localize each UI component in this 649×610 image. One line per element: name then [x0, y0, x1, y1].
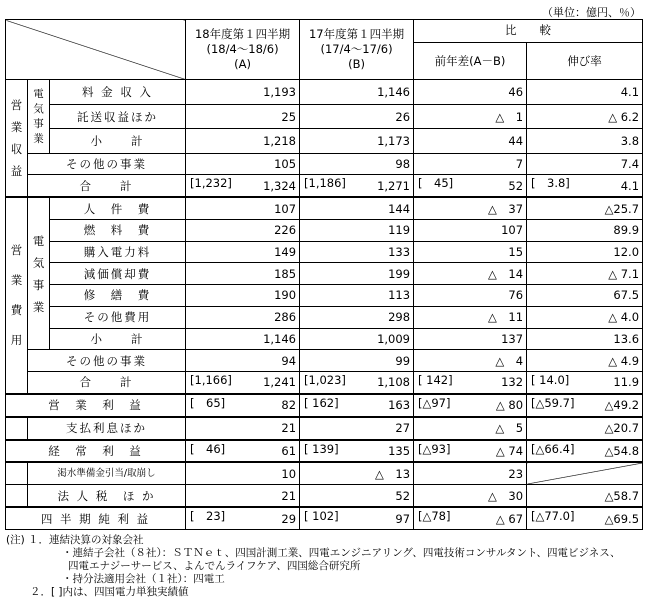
cell-b: 144 [300, 197, 414, 219]
cell-b-value: 97 [395, 511, 411, 526]
cell-diff-value: 132 [501, 375, 524, 390]
cell-rate: △ 4.9 [527, 350, 643, 372]
cell-a: 149 [186, 241, 300, 263]
cell-rate: 67.5 [527, 285, 643, 307]
cell-a: 25 [186, 104, 300, 129]
cat-char: 業 [10, 120, 23, 135]
cell-rate [527, 440, 643, 463]
cat-char: 益 [10, 164, 23, 179]
row-label: 燃 料 費 [50, 220, 186, 242]
cat-char: 収 [10, 142, 23, 157]
row-label: 合 計 [28, 371, 186, 393]
row-label: その他費用 [50, 306, 186, 328]
cell-b-value: 1,108 [377, 375, 411, 390]
table-row [6, 417, 643, 440]
table-row [6, 350, 643, 372]
cell-rate-bracket: [ 14.0] [531, 372, 570, 387]
cell-rate: △58.7 [527, 485, 643, 507]
note-line: ２．[ ]内は、四国電力単独実績値 [30, 586, 189, 598]
cell-a: 107 [186, 197, 300, 219]
indent-cell [6, 485, 28, 507]
cat-spacer [6, 321, 27, 329]
note-line: (注) １．連結決算の対象会社 [6, 534, 144, 546]
header-diagonal-cell [6, 20, 186, 80]
cell-rate [527, 507, 643, 530]
header-compare: 比 較 [414, 20, 643, 43]
category-electric-expenses [28, 197, 50, 349]
table-row [6, 371, 643, 393]
cell-a-bracket: [1,232] [190, 176, 232, 191]
cell-a [186, 394, 300, 417]
cell-rate-value: △49.2 [604, 398, 640, 413]
cell-rate-bracket: [ 3.8] [531, 176, 570, 191]
cell-a-value: 1,241 [263, 375, 297, 390]
cell-rate: 7.4 [527, 153, 643, 175]
cell-a [186, 507, 300, 530]
cell-a [186, 440, 300, 463]
header-row [6, 20, 643, 43]
cell-a: 286 [186, 306, 300, 328]
financial-table [5, 19, 643, 530]
table-row [6, 175, 643, 197]
table-row [6, 197, 643, 219]
cell-diff: △ 14 [414, 263, 527, 285]
row-label: 法 人 税 ほ か [28, 485, 186, 507]
header-rate: 伸び率 [527, 42, 643, 79]
header-col-a-line2: (18/4～18/6) [206, 42, 279, 57]
cell-b-value: 1,271 [377, 178, 411, 193]
cell-diff-bracket: [△78] [418, 509, 451, 523]
cat-char: 事 [33, 117, 44, 130]
cell-diff [414, 440, 527, 463]
cell-b-bracket: [ 102] [304, 509, 339, 523]
cell-rate-bracket: [△66.4] [531, 441, 575, 456]
row-label: 営 業 利 益 [6, 394, 186, 417]
cell-diff: 107 [414, 220, 527, 242]
cell-b: 1,009 [300, 328, 414, 350]
cell-diff: △ 11 [414, 306, 527, 328]
indent-cell [6, 417, 28, 440]
table-row [6, 80, 643, 105]
cell-diff: 15 [414, 241, 527, 263]
cell-b: 133 [300, 241, 414, 263]
cell-diff: 137 [414, 328, 527, 350]
table-row [6, 306, 643, 328]
cell-diff-value: 52 [508, 178, 524, 193]
cell-diff: 76 [414, 285, 527, 307]
indent-cell [6, 462, 28, 484]
category-operating-expenses [6, 197, 28, 393]
cell-b: 26 [300, 104, 414, 129]
cell-rate-bracket: [△59.7] [531, 395, 575, 410]
table-row [6, 241, 643, 263]
row-label: 支払利息ほか [28, 417, 186, 440]
cat-char: 電 [33, 87, 44, 100]
cell-diff-value: △ 80 [495, 398, 524, 413]
cell-b: 98 [300, 153, 414, 175]
header-col-b [300, 20, 414, 80]
cell-b-value: 135 [388, 443, 411, 458]
cell-rate-empty [527, 462, 643, 484]
cell-rate-value: 11.9 [613, 375, 640, 390]
cell-a: 21 [186, 417, 300, 440]
cell-b: 1,146 [300, 80, 414, 105]
cell-b: 52 [300, 485, 414, 507]
table-row [6, 328, 643, 350]
cat-char: 営 [10, 98, 23, 113]
cell-rate [527, 394, 643, 417]
cell-a-value: 82 [281, 398, 297, 413]
cell-diff-bracket: [ 142] [418, 372, 453, 387]
cat-char: 気 [32, 255, 45, 270]
table-row [6, 104, 643, 129]
table-row [6, 485, 643, 507]
category-electric-revenue [28, 80, 50, 154]
cell-a: 94 [186, 350, 300, 372]
cell-diff-value: △ 74 [495, 443, 524, 458]
footnotes [6, 534, 621, 599]
row-label: 小 計 [50, 328, 186, 350]
cell-diff: △ 30 [414, 485, 527, 507]
header-col-a [186, 20, 300, 80]
category-operating-revenue [6, 80, 28, 198]
cell-rate: 12.0 [527, 241, 643, 263]
unit-note: （単位：億円、％） [542, 6, 641, 19]
cell-diff-value: △ 67 [495, 511, 524, 526]
cell-a: 21 [186, 485, 300, 507]
row-label: 料 金 収 入 [50, 80, 186, 105]
cell-diff [414, 394, 527, 417]
table-row [6, 440, 643, 463]
row-label: 経 常 利 益 [6, 440, 186, 463]
cell-rate-value: △69.5 [604, 511, 640, 526]
cell-a: 1,146 [186, 328, 300, 350]
cell-diff: 46 [414, 80, 527, 105]
header-col-b-line2: (17/4～17/6) [320, 42, 393, 57]
cell-diff: △ 1 [414, 104, 527, 129]
cell-a-value: 29 [281, 511, 297, 526]
cell-a: 185 [186, 263, 300, 285]
cell-a-value: 61 [281, 443, 297, 458]
cell-b-bracket: [ 139] [304, 441, 339, 456]
note-line: 四電エナジーサービス、よんでんライフケア、四国総合研究所 [68, 560, 361, 572]
cell-a-value: 1,324 [263, 178, 297, 193]
table-row [6, 462, 643, 484]
cat-spacer [6, 261, 27, 269]
cell-a: 1,218 [186, 129, 300, 154]
table-row [6, 263, 643, 285]
header-col-a-line3: (A) [234, 57, 251, 72]
note-line: ・連結子会社（８社）：ＳＴＮｅｔ、四国計測工業、四電エンジニアリング、四電技術コンサルタント、四電ビジネス、 [62, 547, 621, 559]
cell-a: 190 [186, 285, 300, 307]
row-label: 減価償却費 [50, 263, 186, 285]
cell-rate: 13.6 [527, 328, 643, 350]
header-col-a-line1: 18年度第１四半期 [194, 27, 291, 42]
cell-rate: △ 7.1 [527, 263, 643, 285]
header-col-b-line3: (B) [348, 57, 365, 72]
header-diff: 前年差(A－B) [414, 42, 527, 79]
cell-rate-value: △54.8 [604, 443, 640, 458]
cell-b [300, 507, 414, 530]
cat-char: 業 [33, 132, 44, 145]
cell-a-bracket: [ 23] [190, 509, 226, 523]
cell-b: 119 [300, 220, 414, 242]
cell-b: 199 [300, 263, 414, 285]
cell-b: 99 [300, 350, 414, 372]
cell-rate-bracket: [△77.0] [531, 509, 575, 523]
cat-char: 事 [32, 277, 45, 292]
cat-char: 気 [33, 102, 44, 115]
cell-diff [414, 371, 527, 393]
cell-b [300, 371, 414, 393]
cat-char: 用 [10, 333, 23, 348]
cat-char: 営 [10, 243, 23, 258]
cell-b: 1,173 [300, 129, 414, 154]
cell-diff [414, 507, 527, 530]
cell-rate [527, 371, 643, 393]
cell-diff: △ 37 [414, 197, 527, 219]
row-label: 人 件 費 [50, 197, 186, 219]
row-label: 四 半 期 純 利 益 [6, 507, 186, 530]
cell-diff-bracket: [ 45] [418, 176, 454, 191]
cell-diff: 44 [414, 129, 527, 154]
cell-diff: △ 4 [414, 350, 527, 372]
cat-char: 電 [32, 233, 45, 248]
cell-a: 226 [186, 220, 300, 242]
cell-b-bracket: [ 162] [304, 395, 339, 410]
cell-rate: △ 6.2 [527, 104, 643, 129]
row-label: 託送収益ほか [50, 104, 186, 129]
table-row [6, 129, 643, 154]
cell-a: 10 [186, 462, 300, 484]
cell-b-bracket: [1,023] [304, 372, 346, 387]
cell-b: 27 [300, 417, 414, 440]
cell-diff: △ 5 [414, 417, 527, 440]
cell-rate: 3.8 [527, 129, 643, 154]
cell-a [186, 175, 300, 197]
row-label: 購入電力料 [50, 241, 186, 263]
cell-b [300, 440, 414, 463]
cell-a: 105 [186, 153, 300, 175]
cell-a-bracket: [ 46] [190, 441, 226, 456]
cell-rate: △ 4.0 [527, 306, 643, 328]
cat-char: 業 [10, 273, 23, 288]
row-label: 渇水準備金引当/取崩し [28, 462, 186, 484]
cell-rate [527, 175, 643, 197]
cell-a: 1,193 [186, 80, 300, 105]
row-label: 合 計 [28, 175, 186, 197]
cell-b-bracket: [1,186] [304, 176, 346, 191]
cell-b: 113 [300, 285, 414, 307]
cell-diff: 23 [414, 462, 527, 484]
table-row [6, 394, 643, 417]
row-label: 修 繕 費 [50, 285, 186, 307]
table-row [6, 507, 643, 530]
note-line: ・持分法適用会社（１社）：四電工 [62, 573, 225, 585]
cell-rate-value: 4.1 [620, 178, 640, 193]
row-label: その他の事業 [28, 153, 186, 175]
cell-diff: 7 [414, 153, 527, 175]
table-row [6, 285, 643, 307]
cat-char: 業 [32, 299, 45, 314]
cell-diff [414, 175, 527, 197]
cell-rate: △25.7 [527, 197, 643, 219]
cell-b: 298 [300, 306, 414, 328]
cell-b: △ 13 [300, 462, 414, 484]
cell-a-bracket: [1,166] [190, 372, 232, 387]
row-label: その他の事業 [28, 350, 186, 372]
cell-rate: △20.7 [527, 417, 643, 440]
header-col-b-line1: 17年度第１四半期 [308, 27, 405, 42]
cell-diff-bracket: [△97] [418, 395, 451, 410]
cell-b [300, 394, 414, 417]
cat-spacer [6, 291, 27, 299]
cell-diff-bracket: [△93] [418, 441, 451, 456]
cell-rate: 89.9 [527, 220, 643, 242]
table-row [6, 153, 643, 175]
table-row [6, 220, 643, 242]
cell-b [300, 175, 414, 197]
cell-b-value: 163 [388, 398, 411, 413]
cell-a-bracket: [ 65] [190, 395, 226, 410]
row-label: 小 計 [50, 129, 186, 154]
cell-rate: 4.1 [527, 80, 643, 105]
cat-char: 費 [10, 303, 23, 318]
cell-a [186, 371, 300, 393]
